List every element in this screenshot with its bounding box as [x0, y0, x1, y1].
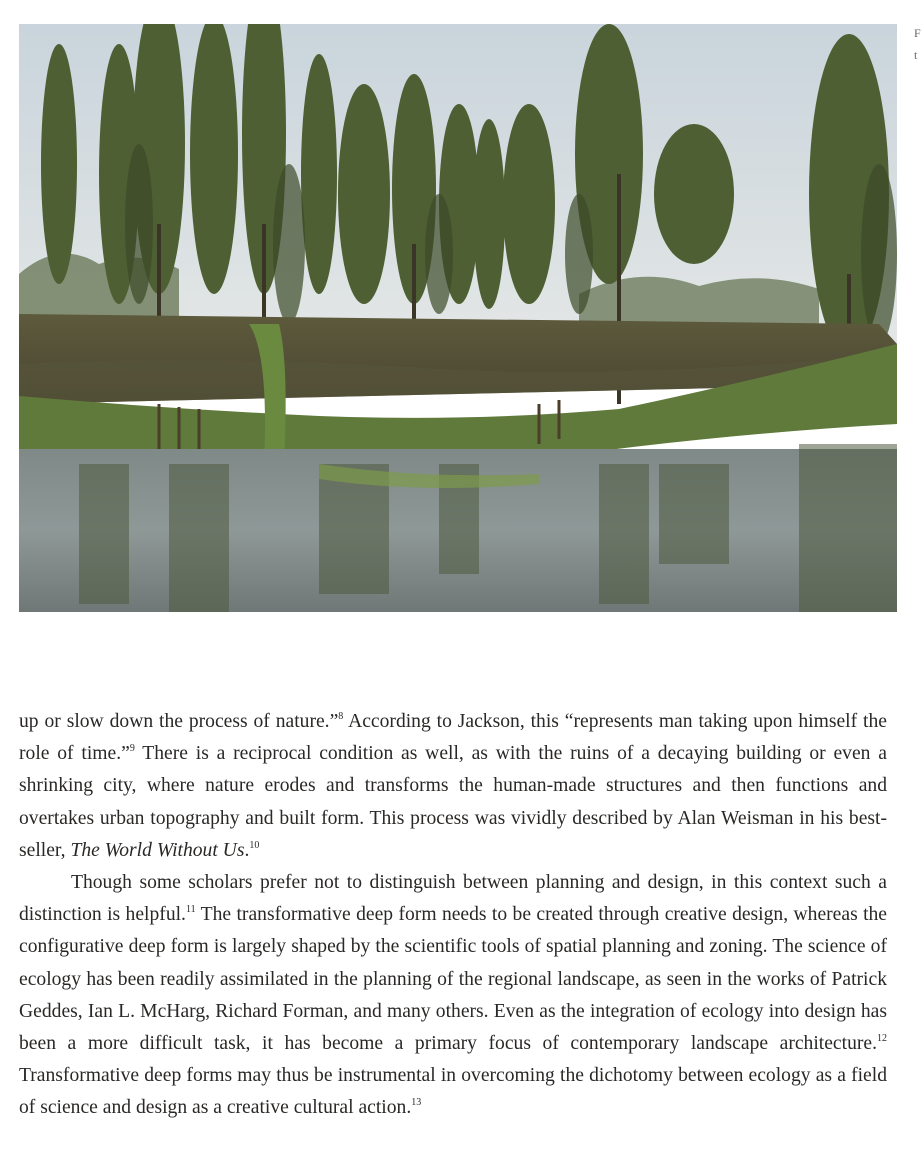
footnote-ref[interactable]: 9 [129, 743, 135, 755]
footnote-ref[interactable]: 11 [185, 904, 196, 916]
footnote-ref[interactable]: 8 [338, 711, 344, 722]
footnote-ref[interactable]: 10 [249, 839, 260, 851]
margin-caption-letter: F [914, 26, 921, 40]
text-run: up or slow down the process of nature.” [19, 711, 339, 732]
footnote-ref[interactable]: 13 [411, 1097, 422, 1109]
text-run: According to Jackson, this “represents man taking upon himself the role of time.” [19, 711, 887, 765]
text-run: Transformative deep forms may thus be instrumental in overcoming the dichotomy between ecology as a field of science and design as a creative cultural action. [19, 1065, 887, 1119]
margin-caption-letter: t [914, 48, 918, 62]
book-title: The World Without Us [70, 839, 245, 861]
footnote-ref[interactable]: 12 [877, 1033, 887, 1045]
body-text [19, 706, 887, 1125]
margin-caption-fragment [914, 22, 924, 66]
text-run: The transformative deep form needs to be created through creative design, whereas the configurative deep form is largely shaped by the scientific tools of spatial planning and zoning. The science of ecology has been readily assimilated in the planning of the regional landscape, as seen in the works of Patrick Geddes, Ian L. McHarg, Richard Forman, and many others. Even as the integration of ecology into design has been a more difficult task, it has become a primary focus of contemporary landscape architecture. [19, 904, 888, 1055]
text-run: . [244, 839, 250, 861]
figure-photo [19, 24, 897, 612]
text-run: There is a reciprocal condition as well, as with the ruins of a decaying building or even a shrinking city, where nature erodes and transforms the human-made structures and then functions and overtakes urban topography and built form. This process was vividly described by Alan Weisman in his best-seller, [19, 743, 887, 861]
paragraph-2 [19, 867, 887, 1125]
text-run: Though some scholars prefer not to distinguish between planning and design, in this context such a distinction is helpful. [19, 872, 887, 926]
landscape-illustration [19, 24, 897, 612]
paragraph-1 [19, 706, 887, 867]
